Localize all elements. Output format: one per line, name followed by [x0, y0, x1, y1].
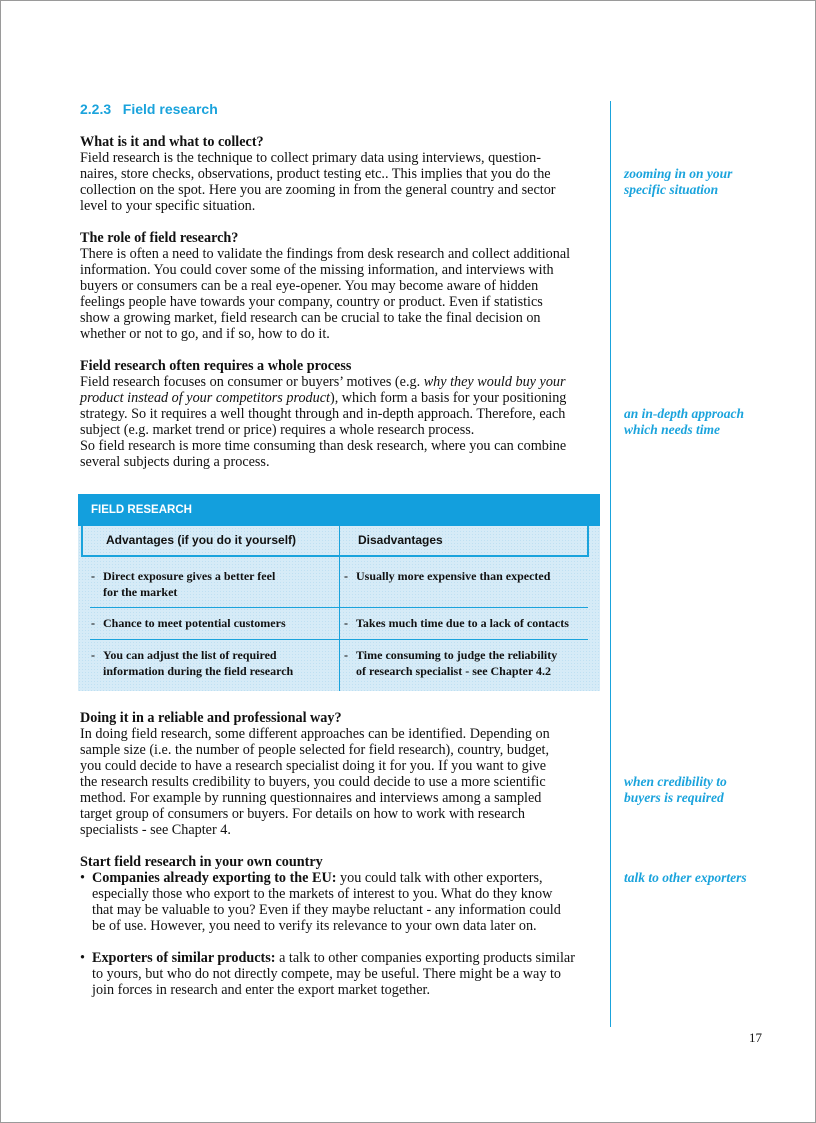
disadvantage-cell [344, 615, 569, 631]
section-title: 2.2.3 Field research [80, 101, 218, 117]
text-span: a talk to other companies exporting products similar [275, 950, 575, 966]
cell-line: Chance to meet potential customers [103, 616, 286, 630]
text-line: to yours, but who do not directly compete, may be useful. There might be a way to [92, 966, 561, 982]
text-line: collection on the spot. Here you are zooming in from the general country and sector [80, 182, 556, 198]
text-section [80, 358, 610, 470]
margin-note [624, 870, 747, 886]
text-line: sample size (i.e. the number of people selected for field research), country, budget, [80, 742, 550, 758]
text-line: There is often a need to validate the findings from desk research and collect additional [80, 246, 571, 262]
disadvantage-cell [344, 568, 551, 584]
text-line: naires, store checks, observations, product testing etc.. This implies that you do the [80, 166, 551, 182]
text-line [80, 374, 610, 390]
text-line: specialists - see Chapter 4. [80, 822, 231, 838]
margin-note-line: when credibility to [624, 774, 727, 789]
section-heading: What is it and what to collect? [80, 134, 264, 150]
text-line: the research results credibility to buyers, you could decide to use a more scientific [80, 774, 546, 790]
text-line: In doing field research, some different approaches can be identified. Depending on [80, 726, 550, 742]
margin-note-line: specific situation [624, 182, 719, 197]
field-research-table [78, 494, 600, 691]
disadvantage-cell [344, 647, 558, 679]
section-heading: Field research often requires a whole process [80, 358, 352, 374]
margin-note-line: an in-depth approach [624, 406, 745, 421]
cell-line: of research specialist - see Chapter 4.2 [356, 664, 551, 678]
italic-text: product instead of your competitors product [80, 390, 330, 406]
advantage-cell [91, 568, 276, 600]
bold-lead-in: Companies already exporting to the EU: [92, 870, 337, 886]
margin-note-line: which needs time [624, 422, 721, 437]
text-line [92, 870, 610, 886]
cell-line: You can adjust the list of required [103, 648, 277, 662]
text-line: you could decide to have a research specialist doing it for you. If you want to give [80, 758, 547, 774]
cell-line: Usually more expensive than expected [356, 569, 551, 583]
advantage-cell [91, 647, 294, 679]
text-line: level to your specific situation. [80, 198, 256, 214]
row-divider [90, 607, 588, 608]
margin-note [624, 774, 727, 806]
text-line: So field research is more time consuming than desk research, where you can combine [80, 438, 567, 454]
margin-note [624, 166, 732, 198]
text-line: that may be valuable to you? Even if they maybe reluctant - any information could [92, 902, 561, 918]
text-line: method. For example by running questionnaires and interviews among a sampled [80, 790, 542, 806]
cell-line: Takes much time due to a lack of contacts [356, 616, 569, 630]
dash-icon: - [91, 569, 95, 583]
cell-line: Time consuming to judge the reliability [356, 648, 558, 662]
dash-icon: - [344, 616, 348, 630]
text-section [80, 710, 610, 838]
bullet-item [80, 950, 610, 998]
row-divider [90, 639, 588, 640]
margin-rule [610, 101, 611, 1027]
header-disadvantages: Disadvantages [358, 533, 443, 547]
margin-note-line: talk to other exporters [624, 870, 747, 885]
bullet-icon: • [80, 870, 85, 886]
margin-note [624, 406, 744, 438]
section-heading: Doing it in a reliable and professional way? [80, 710, 342, 726]
text-line: strategy. So it requires a well thought through and in-depth approach. Therefore, each [80, 406, 566, 422]
column-divider [339, 526, 340, 691]
cell-line: information during the field research [103, 664, 294, 678]
dash-icon: - [344, 569, 348, 583]
dash-icon: - [91, 616, 95, 630]
text-line: whether or not to go, and if so, how to do it. [80, 326, 330, 342]
text-span: you could talk with other exporters, [336, 870, 543, 886]
table-title: FIELD RESEARCH [78, 494, 600, 526]
bold-lead-in: Exporters of similar products: [92, 950, 276, 966]
italic-text: why they would buy your [423, 374, 566, 390]
cell-line: Direct exposure gives a better feel [103, 569, 276, 583]
text-line: buyers or consumers can be a real eye-opener. You may become aware of hidden [80, 278, 539, 294]
text-line [92, 950, 610, 966]
text-line: Field research is the technique to collect primary data using interviews, question- [80, 150, 541, 166]
section-heading: Start field research in your own country [80, 854, 323, 870]
text-line: be of use. However, you need to verify its relevance to your own data later on. [92, 918, 537, 934]
text-line: join forces in research and enter the export market together. [92, 982, 430, 998]
header-advantages: Advantages (if you do it yourself) [106, 533, 297, 547]
dash-icon: - [91, 648, 95, 662]
text-section [80, 230, 610, 342]
dash-icon: - [344, 648, 348, 662]
text-span: Field research focuses on consumer or buyers’ motives (e.g. [80, 374, 424, 390]
page-number: 17 [749, 1030, 762, 1045]
text-line: target group of consumers or buyers. For details on how to work with research [80, 806, 525, 822]
text-line: especially those who export to the markets of interest to you. What do they know [92, 886, 553, 902]
section-heading: The role of field research? [80, 230, 239, 246]
text-line: information. You could cover some of the missing information, and interviews with [80, 262, 554, 278]
margin-note-line: buyers is required [624, 790, 724, 805]
text-span: ), which form a basis for your positioning [329, 390, 567, 406]
bullet-item [80, 870, 610, 934]
text-section [80, 134, 610, 214]
table-header-row [81, 526, 589, 557]
text-line: subject (e.g. market trend or price) requires a whole research process. [80, 422, 475, 438]
margin-note-line: zooming in on your [624, 166, 733, 181]
text-line: several subjects during a process. [80, 454, 270, 470]
text-line: feelings people have towards your company, country or product. Even if statistics [80, 294, 543, 310]
advantage-cell [91, 615, 286, 631]
cell-line: for the market [103, 585, 178, 599]
text-line [80, 390, 610, 406]
text-line: show a growing market, field research can be crucial to take the final decision on [80, 310, 541, 326]
start-field-research-section [80, 854, 610, 998]
bullet-icon: • [80, 950, 85, 966]
